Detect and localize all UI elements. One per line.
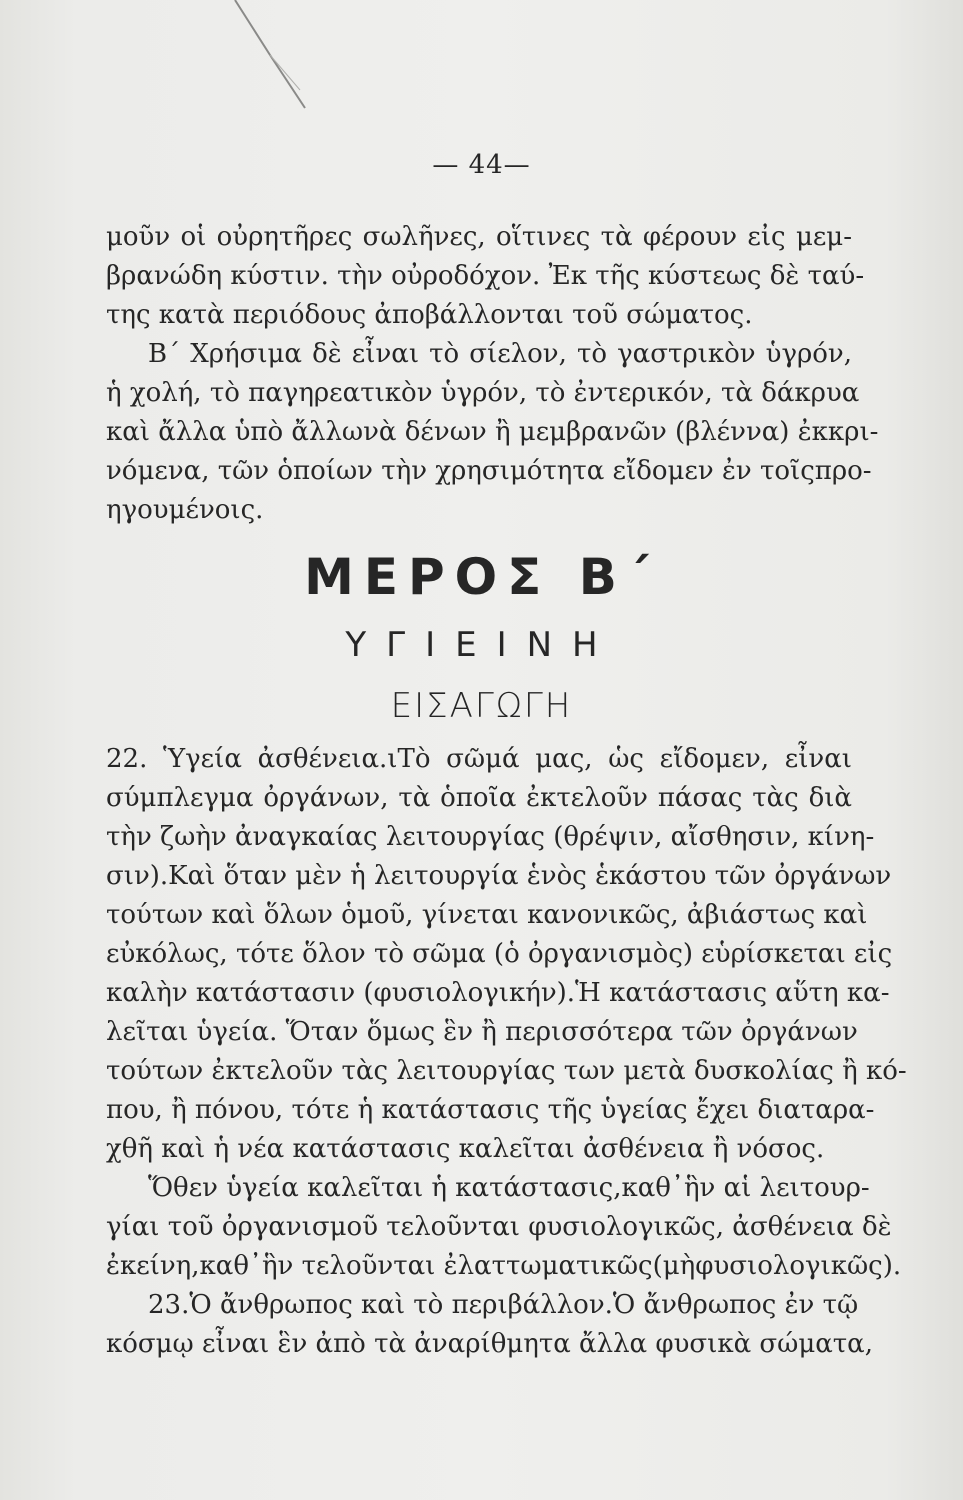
text-line: γίαι τοῦ ὀργανισμοῦ τελοῦνται φυσιολογικῶς, ἀσθένεια δὲ	[106, 1212, 892, 1242]
introduction-title: ΕΙΣΑΓΩΓΗ	[390, 686, 573, 726]
text-line: 22. Ὑγεία ἀσθένεια.ιΤὸ σῶμά μας, ὡς εἴδομεν, εἶναι	[106, 744, 852, 774]
text-line: κόσμῳ εἶναι ἓν ἀπὸ τὰ ἀναρίθμητα ἄλλα φυσικὰ σώματα,	[106, 1329, 873, 1359]
text-line: που, ἢ πόνου, τότε ἡ κατάστασις τῆς ὑγείας ἔχει διαταρα-	[106, 1095, 875, 1125]
text-line: νόμενα, τῶν ὁποίων τὴν χρησιμότητα εἴδομεν ἐν τοῖςπρο-	[106, 456, 872, 486]
text-line: ἡ χολή, τὸ παγηρεατικὸν ὑγρόν, τὸ ἐντερικόν, τὰ δάκρυα	[106, 378, 860, 408]
text-line: τούτων καὶ ὅλων ὁμοῦ, γίνεται κανονικῶς, ἀβιάστως καὶ	[106, 900, 868, 930]
text-line: Β΄ Χρήσιμα δὲ εἶναι τὸ σίελον, τὸ γαστρικὸν ὑγρόν,	[148, 339, 852, 369]
text-line: εὐκόλως, τότε ὅλον τὸ σῶμα (ὁ ὀργανισμὸς) εὑρίσκεται εἰς	[106, 939, 893, 969]
text-line: καλὴν κατάστασιν (φυσιολογικήν).Ἡ κατάστασις αὕτη κα-	[106, 978, 890, 1008]
text-line: Ὅθεν ὑγεία καλεῖται ἡ κατάστασις,καθ᾿ἣν αἱ λειτουρ-	[148, 1173, 870, 1203]
text-line: της κατὰ περιόδους ἀποβάλλονται τοῦ σώματος.	[106, 300, 753, 330]
text-line: καὶ ἄλλα ὑπὸ ἄλλωνὰ δένων ἢ μεμβρανῶν (βλέννα) ἐκκρι-	[106, 417, 879, 447]
main-text-block	[106, 740, 907, 1364]
text-line: 23.Ὁ ἄνθρωπος καὶ τὸ περιβάλλον.Ὁ ἄνθρωπος ἐν τῷ	[148, 1290, 859, 1320]
text-line: χθῆ καὶ ἡ νέα κατάστασις καλεῖται ἀσθένεια ἢ νόσος.	[106, 1134, 825, 1164]
hygiene-title: ΥΓΙΕΙΝΗ	[345, 625, 618, 665]
text-line: βρανώδη κύστιν. τὴν οὐροδόχον. Ἐκ τῆς κύστεως δὲ ταύ-	[106, 261, 865, 291]
page-fold-mark	[230, 0, 310, 110]
part-title: ΜΕΡΟΣ Β΄	[304, 548, 659, 606]
text-line: ηγουμένοις.	[106, 495, 264, 525]
text-line: ἐκείνη,καθ᾿ἣν τελοῦνται ἐλαττωματικῶς(μὴφυσιολογικῶς).	[106, 1251, 902, 1281]
text-line: λεῖται ὑγεία. Ὅταν ὅμως ἓν ἢ περισσότερα τῶν ὀργάνων	[106, 1017, 858, 1047]
text-line: τούτων ἐκτελοῦν τὰς λειτουργίας των μετὰ δυσκολίας ἢ κό-	[106, 1056, 907, 1086]
page-number: — 44—	[432, 150, 531, 180]
text-line: σιν).Καὶ ὅταν μὲν ἡ λειτουργία ἑνὸς ἑκάστου τῶν ὀργάνων	[106, 861, 892, 891]
text-line: μοῦν οἱ οὐρητῆρες σωλῆνες, οἵτινες τὰ φέρουν εἰς μεμ-	[106, 222, 852, 252]
text-line: τὴν ζωὴν ἀναγκαίας λειτουργίας (θρέψιν, αἴσθησιν, κίνη-	[106, 822, 875, 852]
top-text-block	[106, 218, 879, 530]
text-line: σύμπλεγμα ὀργάνων, τὰ ὁποῖα ἐκτελοῦν πάσας τὰς διὰ	[106, 783, 852, 813]
